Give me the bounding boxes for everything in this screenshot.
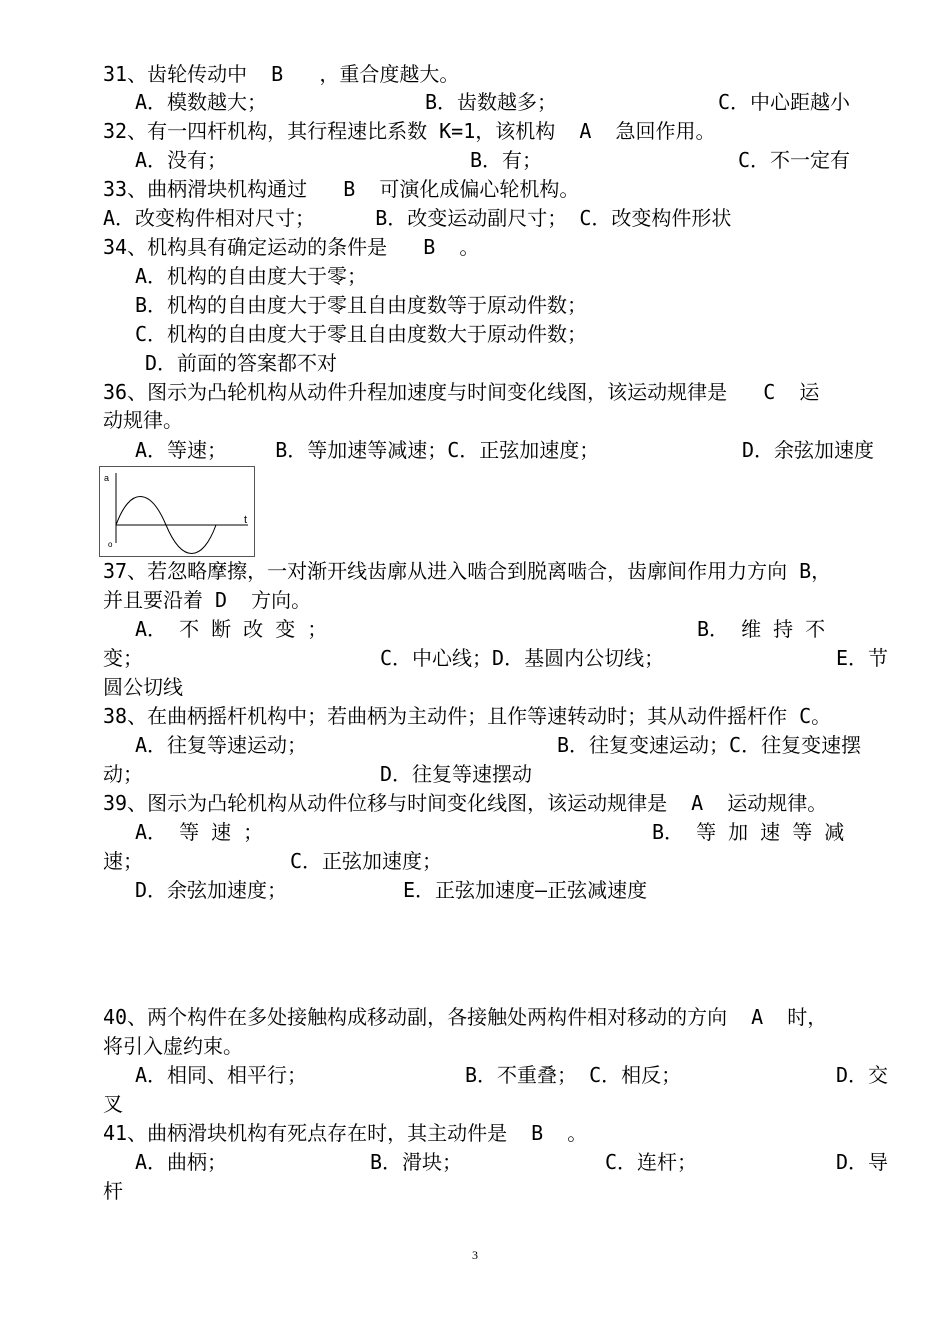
q34-option-a: A．机构的自由度大于零； <box>135 264 368 288</box>
acceleration-curve-graphic <box>100 467 254 556</box>
x-axis-label: t <box>244 514 248 526</box>
q40-option-d: D．交 <box>836 1063 889 1087</box>
question-36-cont: 动规律。 <box>103 408 183 432</box>
q32-option-b: B．有； <box>470 148 543 172</box>
q36-option-d: D．余弦加速度 <box>742 438 875 462</box>
question-39: 39、图示为凸轮机构从动件位移与时间变化线图，该运动规律是 A 运动规律。 <box>103 791 828 815</box>
q41-option-a: A．曲柄； <box>135 1150 228 1174</box>
q34-option-b: B．机构的自由度大于零且自由度数等于原动件数； <box>135 293 588 317</box>
question-40-cont: 将引入虚约束。 <box>103 1034 243 1058</box>
q38-options-bc: B．往复变速运动；C．往复变速摆 <box>557 733 862 757</box>
q38-option-a: A．往复等速运动； <box>135 733 308 757</box>
y-axis-label: a <box>104 473 110 483</box>
page-number: 3 <box>472 1248 478 1262</box>
q37-options-cd: C．中心线；D．基圆内公切线； <box>380 646 665 670</box>
q31-option-a: A．模数越大； <box>135 90 268 114</box>
q41-option-d: D．导 <box>836 1150 889 1174</box>
question-38: 38、在曲柄摇杆机构中；若曲柄为主动件；且作等速转动时；其从动件摇杆作 C。 <box>103 704 832 728</box>
q33-options: A．改变构件相对尺寸； B．改变运动副尺寸； C．改变构件形状 <box>103 206 732 230</box>
q39-option-b-cont: 速； <box>103 849 143 873</box>
q41-option-b: B．滑块； <box>370 1150 463 1174</box>
question-40: 40、两个构件在多处接触构成移动副，各接触处两构件相对移动的方向 A 时， <box>103 1005 828 1029</box>
q31-option-c: C．中心距越小 <box>718 90 851 114</box>
acceleration-time-figure <box>99 466 255 557</box>
q32-option-c: C．不一定有 <box>738 148 851 172</box>
q40-option-d-cont: 叉 <box>103 1092 123 1116</box>
q40-options-bc: B．不重叠； C．相反； <box>465 1063 682 1087</box>
q37-option-a: A． 不 断 改 变 ； <box>135 617 328 641</box>
q31-option-b: B．齿数越多； <box>425 90 558 114</box>
origin-label: o <box>108 540 113 549</box>
q41-option-d-cont: 杆 <box>103 1179 123 1203</box>
q39-option-b: B． 等 加 速 等 减 <box>652 820 845 844</box>
q38-option-d: D．往复等速摆动 <box>380 762 533 786</box>
q37-option-e: E．节 <box>836 646 889 670</box>
q37-option-b-cont: 变； <box>103 646 143 670</box>
question-37: 37、若忽略摩擦，一对渐开线齿廓从进入啮合到脱离啮合，齿廓间作用力方向 B， <box>103 559 832 583</box>
question-41: 41、曲柄滑块机构有死点存在时，其主动件是 B 。 <box>103 1121 588 1145</box>
q34-option-c: C．机构的自由度大于零且自由度数大于原动件数； <box>135 322 588 346</box>
q39-option-d: D．余弦加速度； <box>135 878 288 902</box>
q39-option-e: E．正弦加速度—正弦减速度 <box>403 878 648 902</box>
question-31: 31、齿轮传动中 B ，重合度越大。 <box>103 62 460 86</box>
q37-option-e-cont: 圆公切线 <box>103 675 183 699</box>
q34-option-d: D．前面的答案都不对 <box>145 351 338 375</box>
question-36: 36、图示为凸轮机构从动件升程加速度与时间变化线图，该运动规律是 C 运 <box>103 380 820 404</box>
question-37-cont: 并且要沿着 D 方向。 <box>103 588 312 612</box>
q39-option-c: C．正弦加速度； <box>290 849 443 873</box>
q38-option-c-cont: 动； <box>103 762 143 786</box>
question-34: 34、机构具有确定运动的条件是 B 。 <box>103 235 480 259</box>
question-32: 32、有一四杆机构，其行程速比系数 K=1，该机构 A 急回作用。 <box>103 119 716 143</box>
q41-option-c: C．连杆； <box>605 1150 698 1174</box>
q40-option-a: A．相同、相平行； <box>135 1063 308 1087</box>
q39-option-a: A． 等 速 ； <box>135 820 264 844</box>
question-33: 33、曲柄滑块机构通过 B 可演化成偏心轮机构。 <box>103 177 580 201</box>
q32-option-a: A．没有； <box>135 148 228 172</box>
q36-options-abc: A．等速； B．等加速等减速；C．正弦加速度； <box>135 438 600 462</box>
q37-option-b: B． 维 持 不 <box>697 617 826 641</box>
